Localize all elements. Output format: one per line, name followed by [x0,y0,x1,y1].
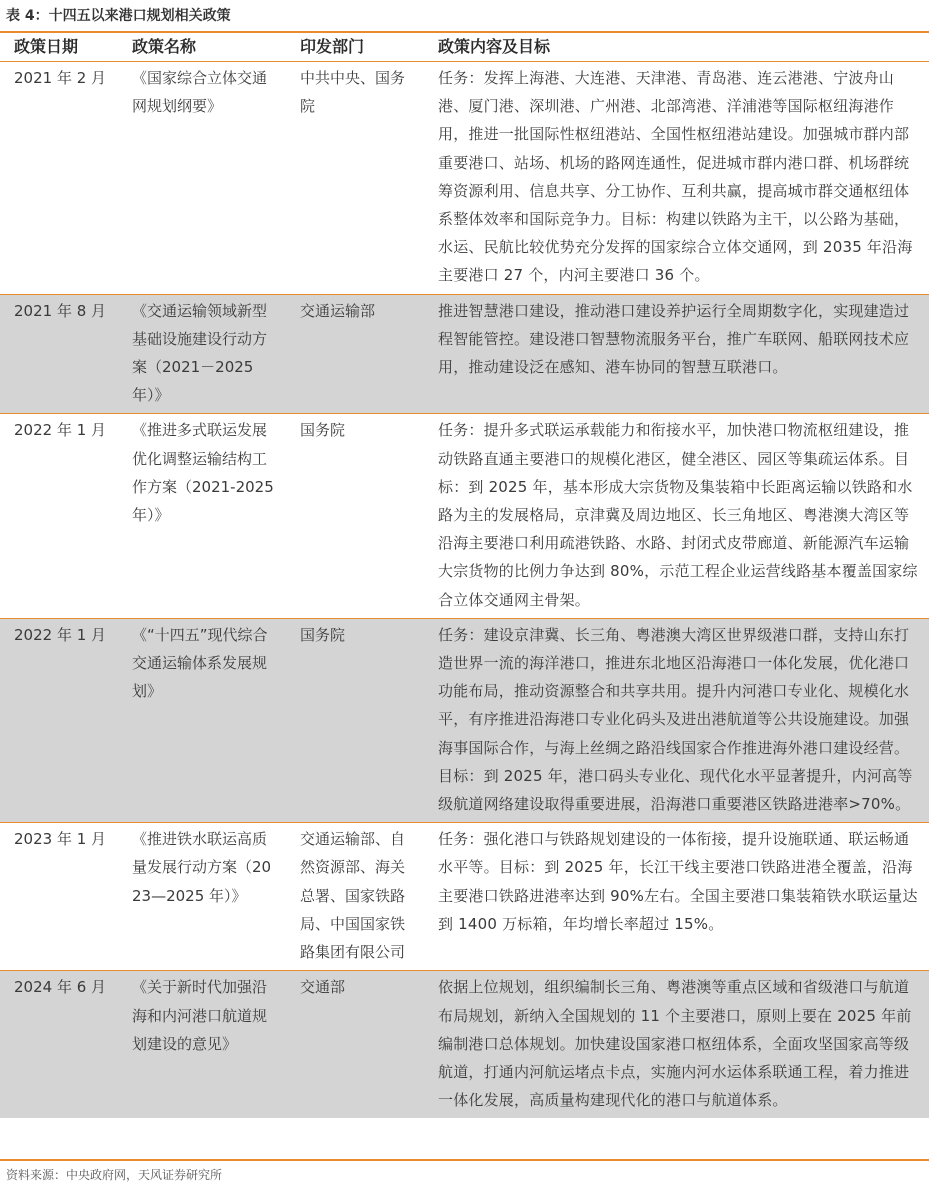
cell-dept: 中共中央、国务院 [286,62,424,295]
table-bottom-rule [0,1159,929,1161]
cell-date: 2022 年 1 月 [0,414,118,618]
header-row [0,33,929,62]
table-caption: 表 4：十四五以来港口规划相关政策 [6,8,231,24]
table-header [0,33,929,62]
table-row [0,823,929,971]
cell-date: 2024 年 6 月 [0,971,118,1119]
table-row [0,294,929,414]
cell-dept: 交通运输部 [286,294,424,414]
header-name: 政策名称 [118,33,286,62]
table-body [0,62,929,1119]
table-row [0,618,929,822]
cell-dept: 交通部 [286,971,424,1119]
cell-goal: 任务：提升多式联运承载能力和衔接水平，加快港口物流枢纽建设，推动铁路直通主要港口的规模化港区，健全港区、园区等集疏运体系。目标：到 2025 年，基本形成大宗货物及集装箱中长距离运输以铁路和水路为主的发展格局，京津冀及周边地区、长三角地区、粤港澳大湾区等沿海主要港口利用疏港铁路、水路、封闭式皮带廊道、新能源汽车运输大宗货物的比例力争达到 80%，示范工程企业运营线路基本覆盖国家综合立体交通网主骨架。 [424,414,929,618]
header-date: 政策日期 [0,33,118,62]
cell-goal: 依据上位规划，组织编制长三角、粤港澳等重点区域和省级港口与航道布局规划，新纳入全国规划的 11 个主要港口，原则上要在 2025 年前编制港口总体规划。加快建设国家港口枢纽体系，全面攻坚国家高等级航道，打通内河航运堵点卡点，实施内河水运体系联通工程，着力推进一体化发展，高质量构建现代化的港口与航道体系。 [424,971,929,1119]
cell-goal: 任务：强化港口与铁路规划建设的一体衔接，提升设施联通、联运畅通水平等。目标：到 2025 年，长江干线主要港口铁路进港全覆盖，沿海主要港口铁路进港率达到 90%左右。全国主要港口集装箱铁水联运量达到 1400 万标箱，年均增长率超过 15%。 [424,823,929,971]
cell-dept: 交通运输部、自然资源部、海关总署、国家铁路局、中国国家铁路集团有限公司 [286,823,424,971]
table-row [0,414,929,618]
cell-name: 《推进铁水联运高质量发展行动方案（2023—2025 年）》 [118,823,286,971]
cell-date: 2021 年 8 月 [0,294,118,414]
table-row [0,971,929,1119]
cell-goal: 推进智慧港口建设，推动港口建设养护运行全周期数字化，实现建造过程智能管控。建设港口智慧物流服务平台，推广车联网、船联网技术应用，推动建设泛在感知、港车协同的智慧互联港口。 [424,294,929,414]
policy-table [0,33,929,1118]
cell-dept: 国务院 [286,618,424,822]
cell-goal: 任务：发挥上海港、大连港、天津港、青岛港、连云港港、宁波舟山港、厦门港、深圳港、广州港、北部湾港、洋浦港等国际枢纽海港作用，推进一批国际性枢纽港站、全国性枢纽港站建设。加强城市群内部重要港口、站场、机场的路网连通性，促进城市群内港口群、机场群统筹资源利用、信息共享、分工协作、互利共赢，提高城市群交通枢纽体系整体效率和国际竞争力。目标：构建以铁路为主干，以公路为基础，水运、民航比较优势充分发挥的国家综合立体交通网，到 2035 年沿海主要港口 27 个，内河主要港口 36 个。 [424,62,929,295]
cell-name: 《国家综合立体交通网规划纲要》 [118,62,286,295]
cell-date: 2021 年 2 月 [0,62,118,295]
header-goal: 政策内容及目标 [424,33,929,62]
cell-name: 《交通运输领域新型基础设施建设行动方案（2021－2025 年）》 [118,294,286,414]
header-dept: 印发部门 [286,33,424,62]
cell-date: 2023 年 1 月 [0,823,118,971]
source-note: 资料来源：中央政府网，天风证券研究所 [6,1168,223,1182]
cell-name: 《推进多式联运发展优化调整运输结构工作方案（2021-2025 年）》 [118,414,286,618]
table-row [0,62,929,295]
cell-dept: 国务院 [286,414,424,618]
cell-name: 《“十四五”现代综合交通运输体系发展规划》 [118,618,286,822]
cell-date: 2022 年 1 月 [0,618,118,822]
cell-goal: 任务：建设京津冀、长三角、粤港澳大湾区世界级港口群，支持山东打造世界一流的海洋港口，推进东北地区沿海港口一体化发展，优化港口功能布局，推动资源整合和共享共用。提升内河港口专业化、规模化水平，有序推进沿海港口专业化码头及进出港航道等公共设施建设。加强海事国际合作，与海上丝绸之路沿线国家合作推进海外港口建设经营。目标：到 2025 年，港口码头专业化、现代化水平显著提升，内河高等级航道网络建设取得重要进展，沿海港口重要港区铁路进港率>70%。 [424,618,929,822]
cell-name: 《关于新时代加强沿海和内河港口航道规划建设的意见》 [118,971,286,1119]
